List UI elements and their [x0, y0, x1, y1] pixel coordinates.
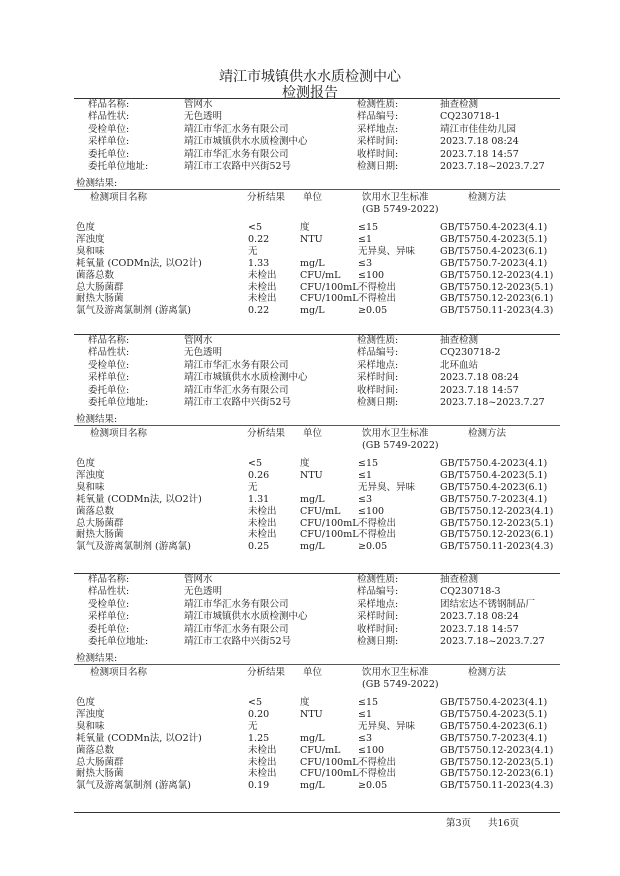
item-limit: ≤15 [358, 458, 379, 469]
col-header-standard-code: (GB 5749-2022) [362, 204, 439, 215]
item-name: 菌落总数 [76, 269, 115, 281]
sampling-place-label: 采样地点: [357, 359, 399, 371]
test-nature-label: 检测性质: [357, 574, 399, 585]
item-name: 耗氧量 (CODMn法, 以O2计) [76, 493, 202, 505]
sample-name-label: 样品名称: [88, 335, 130, 346]
client-unit-value: 靖江市华汇水务有限公司 [184, 123, 289, 135]
item-name: 耗氧量 (CODMn法, 以O2计) [76, 257, 202, 269]
entrust-address-label: 委托单位地址: [88, 636, 149, 647]
entrust-unit-label: 委托单位: [88, 384, 130, 396]
col-header-result: 分析结果 [247, 192, 286, 203]
item-limit: ≤3 [358, 732, 373, 744]
sampling-time-value: 2023.7.18 08:24 [440, 372, 519, 384]
sample-trait-label: 样品性状: [88, 347, 130, 359]
item-unit: mg/L [300, 257, 325, 269]
item-name: 臭和味 [76, 720, 105, 732]
col-header-standard: 饮用水卫生标准 [362, 428, 429, 439]
item-limit: ≤1 [358, 469, 373, 481]
sample-name-value: 管网水 [184, 574, 213, 585]
item-name: 色度 [76, 458, 96, 469]
entrust-unit-label: 委托单位: [88, 623, 130, 635]
item-unit: mg/L [300, 780, 325, 792]
section-divider [74, 98, 560, 99]
test-nature-label: 检测性质: [357, 335, 399, 346]
item-result: 未检出 [248, 293, 277, 305]
item-unit: CFU/mL [300, 269, 341, 281]
item-limit: 不得检出 [358, 517, 397, 529]
item-unit: 度 [300, 697, 310, 708]
sampling-time-label: 采样时间: [357, 372, 399, 384]
item-limit: 无异臭、异味 [358, 245, 416, 257]
item-result: 未检出 [248, 269, 277, 281]
item-name: 浑浊度 [76, 469, 105, 481]
item-limit: ≤3 [358, 493, 373, 505]
item-result: 0.25 [248, 541, 270, 553]
item-name: 总大肠菌群 [76, 756, 124, 768]
client-unit-label: 受检单位: [88, 359, 130, 371]
item-limit: ≥0.05 [358, 541, 388, 553]
test-date-value: 2023.7.18~2023.7.27 [440, 397, 545, 408]
sample-name-label: 样品名称: [88, 574, 130, 585]
sample-number-value: CQ230718-3 [440, 586, 501, 598]
test-date-label: 检测日期: [357, 397, 399, 408]
sampling-place-value: 团结宏达不锈钢制品厂 [440, 598, 536, 610]
col-header-item: 检测项目名称 [90, 192, 148, 203]
col-header-standard: 饮用水卫生标准 [362, 192, 429, 203]
sampling-time-value: 2023.7.18 08:24 [440, 611, 519, 623]
section-divider [74, 334, 560, 335]
sample-name-value: 管网水 [184, 99, 213, 110]
item-unit: mg/L [300, 305, 325, 317]
sampling-unit-value: 靖江市城镇供水水质检测中心 [184, 611, 308, 623]
item-limit: 无异臭、异味 [358, 720, 416, 732]
item-name: 耐热大肠菌 [76, 768, 124, 780]
sampling-unit-label: 采样单位: [88, 372, 130, 384]
sampling-unit-label: 采样单位: [88, 611, 130, 623]
bottom-divider [74, 812, 560, 813]
col-header-unit: 单位 [303, 428, 323, 439]
test-nature-value: 抽查检测 [440, 99, 479, 110]
item-method: GB/T5750.4-2023(6.1) [440, 720, 548, 732]
item-result: 1.25 [248, 732, 270, 744]
item-unit: 度 [300, 222, 310, 233]
item-unit: CFU/100mL [300, 529, 359, 541]
sampling-time-label: 采样时间: [357, 136, 399, 148]
item-unit: CFU/100mL [300, 768, 359, 780]
item-unit: mg/L [300, 732, 325, 744]
item-result: <5 [248, 222, 263, 233]
receive-time-label: 收样时间: [357, 384, 399, 396]
test-nature-value: 抽查检测 [440, 574, 479, 585]
item-result: 未检出 [248, 517, 277, 529]
item-method: GB/T5750.4-2023(4.1) [440, 222, 548, 233]
item-method: GB/T5750.12-2023(4.1) [440, 505, 554, 517]
item-result: 未检出 [248, 744, 277, 756]
client-unit-label: 受检单位: [88, 598, 130, 610]
col-header-unit: 单位 [303, 667, 323, 678]
entrust-unit-label: 委托单位: [88, 148, 130, 160]
item-method: GB/T5750.12-2023(5.1) [440, 281, 554, 293]
item-method: GB/T5750.12-2023(6.1) [440, 529, 554, 541]
item-limit: ≤15 [358, 697, 379, 708]
item-result: 0.26 [248, 469, 270, 481]
item-limit: ≥0.05 [358, 305, 388, 317]
item-unit: CFU/100mL [300, 293, 359, 305]
results-divider [74, 664, 560, 665]
sample-number-value: CQ230718-2 [440, 347, 501, 359]
item-name: 氯气及游离氯制剂 (游离氯) [76, 541, 191, 553]
entrust-address-value: 靖江市工农路中兴街52号 [184, 397, 292, 408]
item-name: 氯气及游离氯制剂 (游离氯) [76, 780, 191, 792]
item-method: GB/T5750.4-2023(6.1) [440, 245, 548, 257]
receive-time-value: 2023.7.18 14:57 [440, 148, 519, 160]
item-name: 耐热大肠菌 [76, 529, 124, 541]
col-header-item: 检测项目名称 [90, 428, 148, 439]
results-heading: 检测结果: [76, 178, 118, 189]
item-limit: ≤100 [358, 744, 385, 756]
item-unit: NTU [300, 469, 323, 481]
sample-number-label: 样品编号: [357, 111, 399, 123]
col-header-result: 分析结果 [247, 428, 286, 439]
item-result: 0.22 [248, 233, 270, 245]
sample-name-value: 管网水 [184, 335, 213, 346]
receive-time-value: 2023.7.18 14:57 [440, 623, 519, 635]
item-limit: ≥0.05 [358, 780, 388, 792]
col-header-method: 检测方法 [468, 192, 507, 203]
item-limit: 不得检出 [358, 281, 397, 293]
item-result: <5 [248, 458, 263, 469]
item-limit: ≤15 [358, 222, 379, 233]
item-method: GB/T5750.12-2023(4.1) [440, 269, 554, 281]
sampling-place-label: 采样地点: [357, 123, 399, 135]
item-method: GB/T5750.4-2023(4.1) [440, 458, 548, 469]
item-unit: mg/L [300, 541, 325, 553]
results-divider [74, 189, 560, 190]
col-header-standard-code: (GB 5749-2022) [362, 440, 439, 451]
sample-trait-value: 无色透明 [184, 347, 223, 359]
item-result: 未检出 [248, 505, 277, 517]
sampling-place-value: 北环血站 [440, 359, 479, 371]
item-unit: CFU/100mL [300, 756, 359, 768]
item-method: GB/T5750.12-2023(6.1) [440, 768, 554, 780]
sample-trait-value: 无色透明 [184, 111, 223, 123]
entrust-address-value: 靖江市工农路中兴街52号 [184, 636, 292, 647]
test-date-value: 2023.7.18~2023.7.27 [440, 636, 545, 647]
item-limit: ≤100 [358, 505, 385, 517]
item-result: 0.19 [248, 780, 270, 792]
item-result: 无 [248, 245, 258, 257]
item-method: GB/T5750.4-2023(6.1) [440, 481, 548, 493]
col-header-method: 检测方法 [468, 428, 507, 439]
sample-trait-label: 样品性状: [88, 586, 130, 598]
item-result: 未检出 [248, 281, 277, 293]
results-heading: 检测结果: [76, 653, 118, 664]
item-result: 0.22 [248, 305, 270, 317]
entrust-address-label: 委托单位地址: [88, 161, 149, 172]
sampling-place-label: 采样地点: [357, 598, 399, 610]
item-limit: 不得检出 [358, 756, 397, 768]
item-name: 菌落总数 [76, 744, 115, 756]
col-header-standard: 饮用水卫生标准 [362, 667, 429, 678]
item-result: 1.33 [248, 257, 270, 269]
item-name: 浑浊度 [76, 708, 105, 720]
report-org-title: 靖江市城镇供水水质检测中心 [219, 69, 401, 85]
results-heading: 检测结果: [76, 414, 118, 425]
item-name: 总大肠菌群 [76, 517, 124, 529]
item-method: GB/T5750.12-2023(5.1) [440, 756, 554, 768]
page-number: 第3页 [446, 818, 472, 829]
item-result: 未检出 [248, 756, 277, 768]
col-header-standard-code: (GB 5749-2022) [362, 679, 439, 690]
entrust-address-label: 委托单位地址: [88, 397, 149, 408]
item-unit: 度 [300, 458, 310, 469]
item-unit: CFU/mL [300, 505, 341, 517]
sample-trait-label: 样品性状: [88, 111, 130, 123]
item-method: GB/T5750.4-2023(4.1) [440, 697, 548, 708]
item-method: GB/T5750.11-2023(4.3) [440, 780, 554, 792]
sample-number-label: 样品编号: [357, 347, 399, 359]
entrust-address-value: 靖江市工农路中兴街52号 [184, 161, 292, 172]
item-limit: 不得检出 [358, 293, 397, 305]
item-name: 色度 [76, 697, 96, 708]
item-limit: ≤1 [358, 233, 373, 245]
sampling-unit-value: 靖江市城镇供水水质检测中心 [184, 136, 308, 148]
sampling-time-label: 采样时间: [357, 611, 399, 623]
item-method: GB/T5750.7-2023(4.1) [440, 257, 548, 269]
item-result: 0.20 [248, 708, 270, 720]
item-name: 耗氧量 (CODMn法, 以O2计) [76, 732, 202, 744]
item-method: GB/T5750.4-2023(5.1) [440, 469, 548, 481]
test-nature-label: 检测性质: [357, 99, 399, 110]
item-method: GB/T5750.12-2023(4.1) [440, 744, 554, 756]
item-result: <5 [248, 697, 263, 708]
item-method: GB/T5750.11-2023(4.3) [440, 305, 554, 317]
item-method: GB/T5750.12-2023(5.1) [440, 517, 554, 529]
item-result: 无 [248, 481, 258, 493]
col-header-item: 检测项目名称 [90, 667, 148, 678]
item-unit: CFU/100mL [300, 281, 359, 293]
item-name: 臭和味 [76, 245, 105, 257]
item-name: 菌落总数 [76, 505, 115, 517]
entrust-unit-value: 靖江市华汇水务有限公司 [184, 148, 289, 160]
test-date-value: 2023.7.18~2023.7.27 [440, 161, 545, 172]
client-unit-label: 受检单位: [88, 123, 130, 135]
item-limit: ≤3 [358, 257, 373, 269]
item-name: 色度 [76, 222, 96, 233]
item-limit: ≤100 [358, 269, 385, 281]
item-name: 总大肠菌群 [76, 281, 124, 293]
item-name: 氯气及游离氯制剂 (游离氯) [76, 305, 191, 317]
item-method: GB/T5750.4-2023(5.1) [440, 233, 548, 245]
item-method: GB/T5750.7-2023(4.1) [440, 732, 548, 744]
item-unit: CFU/100mL [300, 517, 359, 529]
col-header-method: 检测方法 [468, 667, 507, 678]
item-limit: 不得检出 [358, 768, 397, 780]
sampling-time-value: 2023.7.18 08:24 [440, 136, 519, 148]
item-unit: CFU/mL [300, 744, 341, 756]
item-method: GB/T5750.11-2023(4.3) [440, 541, 554, 553]
item-unit: mg/L [300, 493, 325, 505]
test-date-label: 检测日期: [357, 161, 399, 172]
item-limit: 不得检出 [358, 529, 397, 541]
item-unit: NTU [300, 708, 323, 720]
item-result: 未检出 [248, 529, 277, 541]
item-name: 臭和味 [76, 481, 105, 493]
sampling-place-value: 靖江市佳佳幼儿园 [440, 123, 517, 135]
receive-time-label: 收样时间: [357, 623, 399, 635]
test-nature-value: 抽查检测 [440, 335, 479, 346]
receive-time-label: 收样时间: [357, 148, 399, 160]
item-unit: NTU [300, 233, 323, 245]
item-method: GB/T5750.7-2023(4.1) [440, 493, 548, 505]
report-title: 检测报告 [282, 85, 338, 101]
col-header-result: 分析结果 [247, 667, 286, 678]
section-divider [74, 573, 560, 574]
test-date-label: 检测日期: [357, 636, 399, 647]
item-method: GB/T5750.12-2023(6.1) [440, 293, 554, 305]
sampling-unit-value: 靖江市城镇供水水质检测中心 [184, 372, 308, 384]
sample-number-value: CQ230718-1 [440, 111, 501, 123]
item-name: 耐热大肠菌 [76, 293, 124, 305]
entrust-unit-value: 靖江市华汇水务有限公司 [184, 623, 289, 635]
sample-name-label: 样品名称: [88, 99, 130, 110]
sampling-unit-label: 采样单位: [88, 136, 130, 148]
page-total: 共16页 [488, 818, 520, 829]
item-result: 未检出 [248, 768, 277, 780]
client-unit-value: 靖江市华汇水务有限公司 [184, 359, 289, 371]
receive-time-value: 2023.7.18 14:57 [440, 384, 519, 396]
item-limit: ≤1 [358, 708, 373, 720]
entrust-unit-value: 靖江市华汇水务有限公司 [184, 384, 289, 396]
col-header-unit: 单位 [303, 192, 323, 203]
sample-trait-value: 无色透明 [184, 586, 223, 598]
item-result: 1.31 [248, 493, 270, 505]
client-unit-value: 靖江市华汇水务有限公司 [184, 598, 289, 610]
item-result: 无 [248, 720, 258, 732]
item-name: 浑浊度 [76, 233, 105, 245]
item-method: GB/T5750.4-2023(5.1) [440, 708, 548, 720]
item-limit: 无异臭、异味 [358, 481, 416, 493]
results-divider [74, 425, 560, 426]
sample-number-label: 样品编号: [357, 586, 399, 598]
